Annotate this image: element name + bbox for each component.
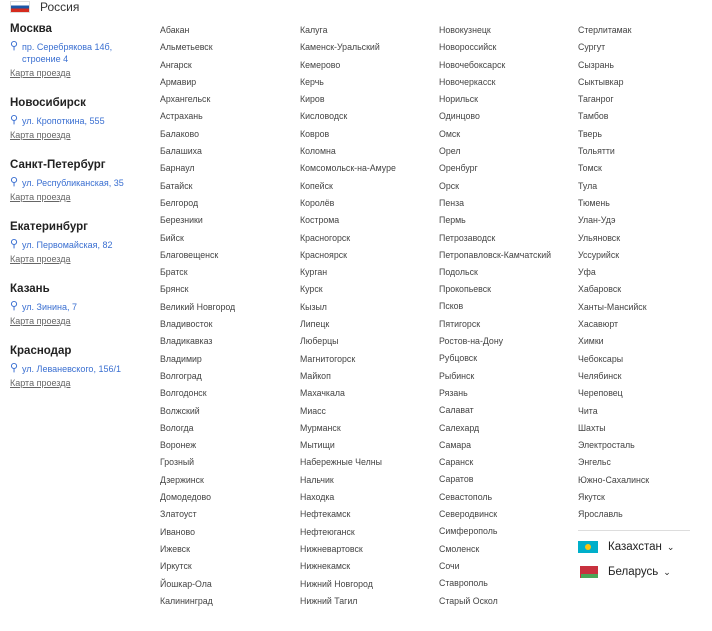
office-address-text[interactable]: ул. Республиканская, 35 xyxy=(22,178,124,188)
city-link[interactable]: Рубцовск xyxy=(439,353,478,364)
city-link[interactable]: Уфа xyxy=(578,267,596,278)
city-link[interactable]: Сызрань xyxy=(578,59,614,70)
city-link[interactable]: Салават xyxy=(439,405,474,416)
map-directions-link[interactable]: Карта проезда xyxy=(10,68,71,78)
city-link[interactable]: Нальчик xyxy=(300,474,334,485)
city-link[interactable]: Иркутск xyxy=(160,561,192,572)
city-link[interactable]: Ангарск xyxy=(160,59,192,70)
city-link[interactable]: Братск xyxy=(160,267,188,278)
city-link[interactable]: Сыктывкар xyxy=(578,76,624,87)
city-link[interactable]: Чебоксары xyxy=(578,353,624,364)
city-link[interactable]: Тюмень xyxy=(578,197,610,208)
city-link[interactable]: Орел xyxy=(439,146,461,157)
city-link[interactable]: Ковров xyxy=(300,128,330,139)
city-link[interactable]: Нижний Тагил xyxy=(300,595,358,606)
city-link[interactable]: Пятигорск xyxy=(439,318,481,329)
city-link[interactable]: Нижневартовск xyxy=(300,543,363,554)
city-link[interactable]: Грозный xyxy=(160,457,195,468)
city-link[interactable]: Благовещенск xyxy=(160,249,219,260)
country-name: Беларусь xyxy=(608,566,659,578)
map-pin-icon: ⚲ xyxy=(10,114,19,126)
city-link[interactable]: Иваново xyxy=(160,526,196,537)
office-address xyxy=(10,115,150,127)
city-link[interactable]: Владикавказ xyxy=(160,336,213,347)
city-link[interactable]: Барнаул xyxy=(160,163,195,174)
map-directions-link[interactable]: Карта проезда xyxy=(10,254,71,264)
city-link[interactable]: Нижнекамск xyxy=(300,561,351,572)
city-link[interactable]: Бийск xyxy=(160,232,184,243)
city-link[interactable]: Воронеж xyxy=(160,440,197,451)
country-header xyxy=(10,0,79,14)
map-directions-link[interactable]: Карта проезда xyxy=(10,130,71,140)
city-link[interactable]: Курган xyxy=(300,267,328,278)
map-pin-icon: ⚲ xyxy=(10,176,19,188)
map-directions-link[interactable]: Карта проезда xyxy=(10,316,71,326)
city-link[interactable]: Новокузнецк xyxy=(439,25,491,35)
city-link[interactable]: Махачкала xyxy=(300,388,345,399)
office-city: Екатеринбург xyxy=(10,221,88,233)
office-city: Новосибирск xyxy=(10,97,86,109)
city-link[interactable]: Липецк xyxy=(300,319,330,330)
city-link[interactable]: Чита xyxy=(578,405,598,416)
city-link[interactable]: Смоленск xyxy=(439,543,480,554)
city-link[interactable]: Норильск xyxy=(439,94,479,105)
city-link[interactable]: Каменск-Уральский xyxy=(300,42,380,53)
city-link[interactable]: Пенза xyxy=(439,197,464,208)
kazakhstan-flag-icon xyxy=(578,541,598,553)
city-link[interactable]: Рязань xyxy=(439,387,468,398)
city-link[interactable]: Кызыл xyxy=(300,301,327,312)
office-address xyxy=(10,177,150,189)
city-link[interactable]: Хасавюрт xyxy=(578,319,619,330)
city-link[interactable]: Химки xyxy=(578,336,604,347)
country-selector-kazakhstan[interactable] xyxy=(578,541,674,553)
city-link[interactable]: Волгодонск xyxy=(160,388,207,399)
city-link[interactable]: Йошкар-Ола xyxy=(160,578,212,589)
city-link[interactable]: Стерлитамак xyxy=(578,25,632,35)
office-city: Москва xyxy=(10,23,52,35)
map-directions-link[interactable]: Карта проезда xyxy=(10,378,71,388)
city-link[interactable]: Кемерово xyxy=(300,59,341,70)
map-pin-icon: ⚲ xyxy=(10,300,19,312)
city-link[interactable]: Магнитогорск xyxy=(300,353,356,364)
office-moscow xyxy=(10,22,150,79)
city-link[interactable]: Альметьевск xyxy=(160,42,213,53)
city-link[interactable]: Нефтекамск xyxy=(300,509,351,520)
city-link[interactable]: Энгельс xyxy=(578,457,611,468)
office-address-text[interactable]: ул. Кропоткина, 555 xyxy=(22,116,105,126)
city-link[interactable]: Шахты xyxy=(578,422,606,433)
belarus-flag-icon xyxy=(578,566,598,578)
office-address xyxy=(10,239,150,251)
city-link[interactable]: Саранск xyxy=(439,457,474,468)
office-spb xyxy=(10,158,150,203)
city-link[interactable]: Тамбов xyxy=(578,111,609,122)
city-link[interactable]: Таганрог xyxy=(578,94,614,105)
city-link[interactable]: Самара xyxy=(439,439,472,450)
city-link[interactable]: Набережные Челны xyxy=(300,457,382,468)
city-link[interactable]: Керчь xyxy=(300,76,324,87)
city-link[interactable]: Тверь xyxy=(578,128,602,139)
office-address-text[interactable]: ул. Первомайская, 82 xyxy=(22,240,113,250)
city-link[interactable]: Псков xyxy=(439,301,464,312)
office-krasnodar xyxy=(10,344,150,389)
city-link[interactable]: Батайск xyxy=(160,180,193,191)
city-link[interactable]: Златоуст xyxy=(160,509,197,520)
city-link[interactable]: Калуга xyxy=(300,25,328,35)
city-link[interactable]: Симферополь xyxy=(439,526,498,537)
city-link[interactable]: Ростов-на-Дону xyxy=(439,336,504,347)
city-link[interactable]: Сургут xyxy=(578,42,606,53)
city-link[interactable]: Тула xyxy=(578,180,598,191)
office-address xyxy=(10,301,150,313)
city-link[interactable]: Нижний Новгород xyxy=(300,578,373,589)
city-link[interactable]: Прокопьевск xyxy=(439,284,492,295)
city-link[interactable]: Рыбинск xyxy=(439,370,475,381)
city-column-4 xyxy=(578,22,712,524)
divider xyxy=(578,530,690,531)
city-link[interactable]: Ульяновск xyxy=(578,232,621,243)
office-novosibirsk xyxy=(10,96,150,141)
map-pin-icon: ⚲ xyxy=(10,362,19,374)
city-link[interactable]: Кострома xyxy=(300,215,340,226)
country-name: Россия xyxy=(40,0,80,14)
city-link[interactable]: Балашиха xyxy=(160,146,202,157)
russia-flag-icon xyxy=(10,1,30,13)
city-link[interactable]: Нефтеюганск xyxy=(300,526,355,537)
city-link[interactable]: Пермь xyxy=(439,215,466,226)
city-link[interactable]: Королёв xyxy=(300,197,335,208)
office-ekaterinburg xyxy=(10,220,150,265)
city-link[interactable]: Комсомольск-на-Амуре xyxy=(300,163,396,174)
city-link[interactable]: Коломна xyxy=(300,146,336,157)
city-link[interactable]: Домодедово xyxy=(160,492,212,503)
city-link[interactable]: Оренбург xyxy=(439,163,478,174)
chevron-down-icon: ⌄ xyxy=(666,541,675,552)
city-link[interactable]: Белгород xyxy=(160,197,199,208)
city-link[interactable]: Петрозаводск xyxy=(439,232,496,243)
city-link[interactable]: Мурманск xyxy=(300,422,341,433)
city-link[interactable]: Новочеркасск xyxy=(439,76,496,87)
city-link[interactable]: Новороссийск xyxy=(439,42,497,53)
country-name: Казахстан xyxy=(608,541,662,553)
city-link[interactable]: Челябинск xyxy=(578,370,622,381)
city-link[interactable]: Владивосток xyxy=(160,319,213,330)
city-column-1 xyxy=(160,22,295,610)
city-link[interactable]: Одинцово xyxy=(439,111,480,122)
city-link[interactable]: Абакан xyxy=(160,25,190,35)
city-link[interactable]: Архангельск xyxy=(160,94,211,105)
map-directions-link[interactable]: Карта проезда xyxy=(10,192,71,202)
office-address xyxy=(10,363,150,375)
city-link[interactable]: Миасс xyxy=(300,405,326,416)
city-link[interactable]: Саратов xyxy=(439,474,474,485)
city-link[interactable]: Красноярск xyxy=(300,249,347,260)
city-link[interactable]: Вологда xyxy=(160,422,194,433)
city-link[interactable]: Подольск xyxy=(439,266,478,277)
city-link[interactable]: Киров xyxy=(300,94,325,105)
city-link[interactable]: Старый Оскол xyxy=(439,595,498,606)
city-link[interactable]: Брянск xyxy=(160,284,189,295)
office-address xyxy=(10,41,150,65)
city-column-3 xyxy=(439,22,574,610)
city-link[interactable]: Электросталь xyxy=(578,440,635,451)
city-column-2 xyxy=(300,22,435,610)
city-link[interactable]: Майкоп xyxy=(300,370,331,381)
city-link[interactable]: Находка xyxy=(300,492,335,503)
city-link[interactable]: Орск xyxy=(439,180,459,191)
city-link[interactable]: Люберцы xyxy=(300,336,339,347)
city-link[interactable]: Ярославль xyxy=(578,509,623,520)
city-link[interactable]: Омск xyxy=(439,128,461,139)
map-pin-icon: ⚲ xyxy=(10,40,19,52)
office-list xyxy=(10,22,150,406)
city-link[interactable]: Балаково xyxy=(160,128,199,139)
city-link[interactable]: Ижевск xyxy=(160,543,190,554)
city-link[interactable]: Якутск xyxy=(578,492,605,503)
office-address-text[interactable]: ул. Зинина, 7 xyxy=(22,302,77,312)
city-link[interactable]: Улан-Удэ xyxy=(578,215,616,226)
country-selector-belarus[interactable] xyxy=(578,566,671,578)
city-link[interactable]: Березники xyxy=(160,215,203,226)
city-link[interactable]: Мытищи xyxy=(300,440,335,451)
city-link[interactable]: Севастополь xyxy=(439,491,493,502)
city-link[interactable]: Дзержинск xyxy=(160,474,204,485)
city-link[interactable]: Кисловодск xyxy=(300,111,348,122)
city-link[interactable]: Астрахань xyxy=(160,111,203,122)
city-link[interactable]: Курск xyxy=(300,284,323,295)
city-link[interactable]: Новочебоксарск xyxy=(439,59,506,70)
city-link[interactable]: Калининград xyxy=(160,595,213,606)
city-link[interactable]: Тольятти xyxy=(578,146,615,157)
office-address-text[interactable]: пр. Серебрякова 14б, строение 4 xyxy=(22,42,113,64)
office-city: Казань xyxy=(10,283,50,295)
chevron-down-icon: ⌄ xyxy=(663,566,671,577)
city-link[interactable]: Хабаровск xyxy=(578,284,622,295)
city-link[interactable]: Ставрополь xyxy=(439,578,488,589)
city-link[interactable]: Ханты-Мансийск xyxy=(578,301,647,312)
city-link[interactable]: Салехард xyxy=(439,422,480,433)
city-link[interactable]: Южно-Сахалинск xyxy=(578,474,650,485)
map-pin-icon: ⚲ xyxy=(10,238,19,250)
office-city: Краснодар xyxy=(10,345,72,357)
city-link[interactable]: Петропавловск-Камчатский xyxy=(439,249,552,260)
city-link[interactable]: Красногорск xyxy=(300,232,351,243)
city-link[interactable]: Армавир xyxy=(160,76,197,87)
office-city: Санкт-Петербург xyxy=(10,159,106,171)
city-link[interactable]: Волжский xyxy=(160,405,200,416)
office-kazan xyxy=(10,282,150,327)
city-link[interactable]: Владимир xyxy=(160,353,202,364)
city-link[interactable]: Сочи xyxy=(439,560,460,571)
city-link[interactable]: Череповец xyxy=(578,388,623,399)
office-address-text[interactable]: ул. Леваневского, 156/1 xyxy=(22,364,121,374)
city-link[interactable]: Уссурийск xyxy=(578,249,620,260)
city-link[interactable]: Северодвинск xyxy=(439,509,498,520)
city-link[interactable]: Копейск xyxy=(300,180,333,191)
city-link[interactable]: Волгоград xyxy=(160,370,202,381)
city-link[interactable]: Великий Новгород xyxy=(160,301,236,312)
city-link[interactable]: Томск xyxy=(578,163,602,174)
